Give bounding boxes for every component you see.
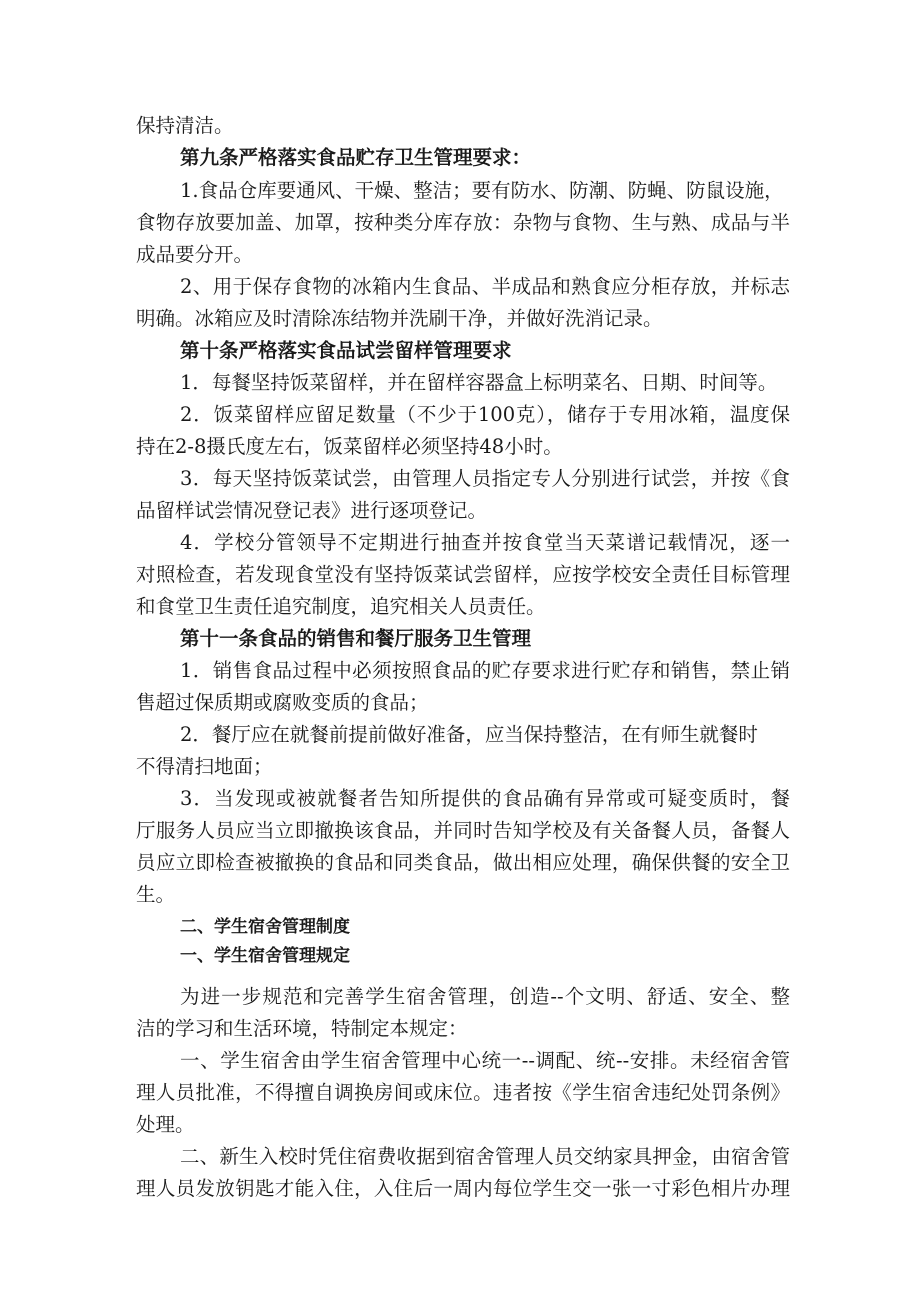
text-line: 1．销售食品过程中必须按照食品的贮存要求进行贮存和销售，禁止销 [180,659,790,682]
text-line: 持在2-8摄氏度左右，饭菜留样必须坚持48小时。 [136,435,563,458]
text-line: 和食堂卫生责任追究制度，追究相关人员责任。 [136,595,546,618]
text-line: 2、用于保存食物的冰箱内生食品、半成品和熟食应分柜存放，并标志 [180,275,790,298]
text-line: 1．每餐坚持饭菜留样，并在留样容器盒上标明菜名、日期、时间等。 [180,371,778,394]
article-heading: 第十一条食品的销售和餐厅服务卫生管理 [180,627,532,650]
text-line: 食物存放要加盖、加罩，按种类分库存放：杂物与食物、生与熟、成品与半 [136,211,790,234]
text-line: 3．每天坚持饭菜试尝，由管理人员指定专人分别进行试尝，并按《食 [180,467,790,490]
text-line: 不得清扫地面； [136,755,273,778]
text-line: 2．餐厅应在就餐前提前做好准备，应当保持整洁，在有师生就餐时 [180,723,758,746]
text-line: 员应立即检查被撤换的食品和同类食品，做出相应处理，确保供餐的安全卫 [136,851,790,874]
text-line: 厅服务人员应当立即撤换该食品，并同时告知学校及有关备餐人员，备餐人 [136,819,790,842]
text-line: 保持清洁。 [136,114,234,137]
text-line: 二、新生入校时凭住宿费收据到宿舍管理人员交纳家具押金，由宿舍管 [180,1145,790,1168]
section-heading: 一、学生宿舍管理规定 [180,946,350,966]
section-heading: 二、学生宿舍管理制度 [180,917,350,937]
text-line: 理人员发放钥匙才能入住，入住后一周内每位学生交一张一寸彩色相片办理 [136,1177,790,1200]
text-line: 成品要分开。 [136,243,254,266]
text-line: 售超过保质期或腐败变质的食品； [136,691,429,714]
text-line: 洁的学习和生活环境，特制定本规定： [136,1017,468,1040]
text-line: 4．学校分管领导不定期进行抽查并按食堂当天菜谱记载情况，逐一 [180,531,790,554]
text-line: 处理。 [136,1113,195,1136]
text-line: 理人员批准，不得擅自调换房间或床位。违者按《学生宿舍违纪处罚条例》 [136,1081,790,1104]
text-line: 1.食品仓库要通风、干燥、整洁；要有防水、防潮、防蝇、防鼠设施， [180,179,784,202]
text-line: 对照检查，若发现食堂没有坚持饭菜试尝留样，应按学校安全责任目标管理 [136,563,790,586]
text-line: 品留样试尝情况登记表》进行逐项登记。 [136,499,488,522]
text-line: 明确。冰箱应及时清除冻结物并洗刷干净，并做好洗消记录。 [136,307,663,330]
text-line: 2．饭菜留样应留足数量（不少于100克），储存于专用冰箱，温度保 [180,403,790,426]
text-line: 一、学生宿舍由学生宿舍管理中心统一--调配、统--安排。未经宿舍管 [180,1049,790,1072]
text-line: 生。 [136,883,176,906]
text-line: 3．当发现或被就餐者告知所提供的食品确有异常或可疑变质时，餐 [180,787,790,810]
text-line: 为进一步规范和完善学生宿舍管理，创造--个文明、舒适、安全、整 [180,985,790,1008]
article-heading: 第十条严格落实食品试尝留样管理要求 [180,339,512,362]
article-heading: 第九条严格落实食品贮存卫生管理要求： [180,146,532,169]
